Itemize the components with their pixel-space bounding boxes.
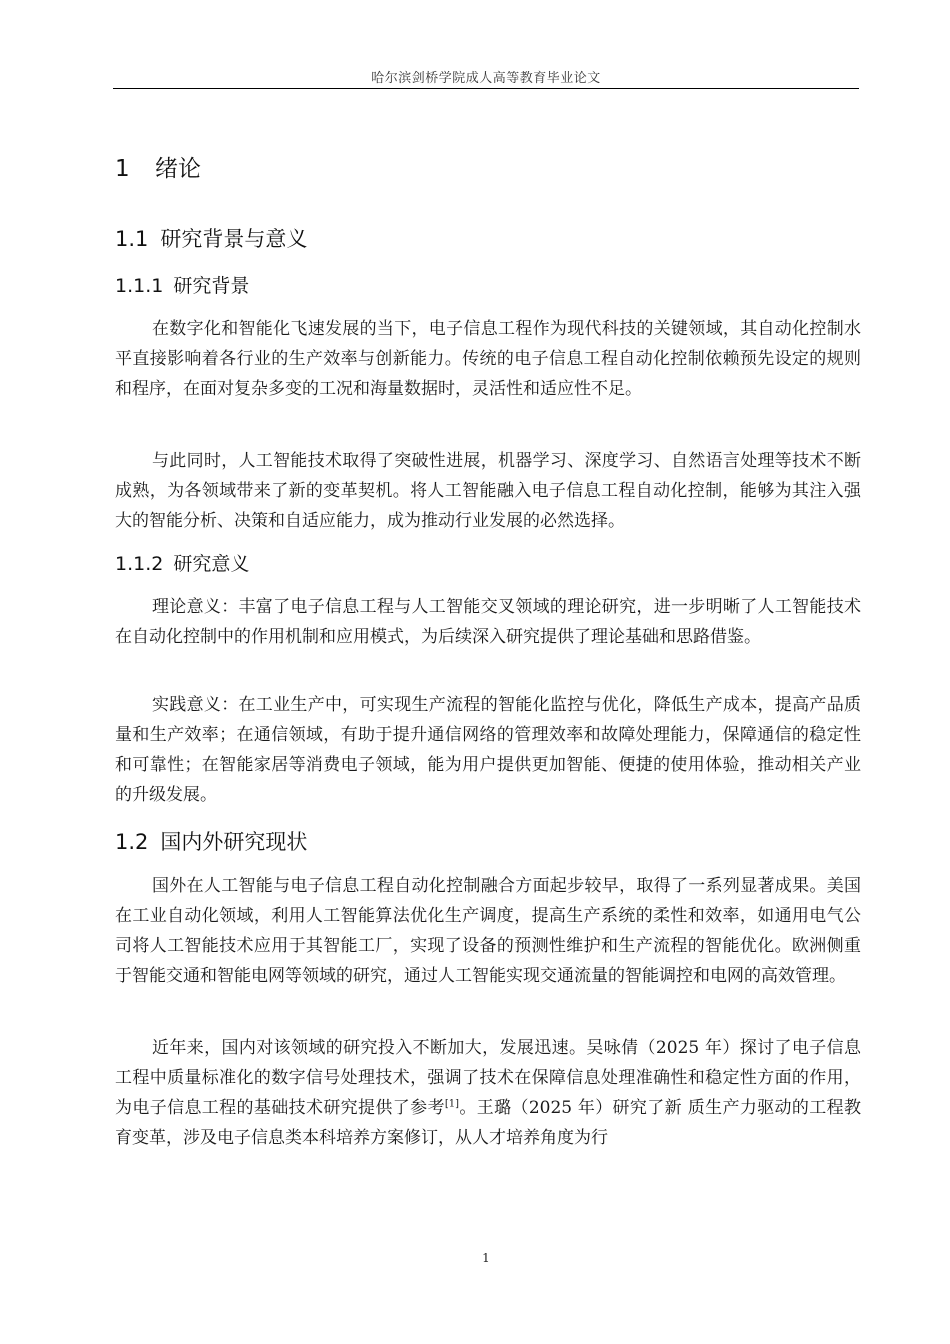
paragraph-significance-theory: 理论意义：丰富了电子信息工程与人工智能交叉领域的理论研究，进一步明晰了人工智能技术在自动化控制中的作用机制和应用模式，为后续深入研究提供了理论基础和思路借鉴。 (115, 597, 861, 647)
section-heading-1-1 (115, 223, 307, 253)
paragraph-background-2: 与此同时，人工智能技术取得了突破性进展，机器学习、深度学习、自然语言处理等技术不断成熟，为各领域带来了新的变革契机。将人工智能融入电子信息工程自动化控制，能够为其注入强大的智能分析、决策和自适应能力，成为推动行业发展的必然选择。 (115, 451, 861, 531)
paragraph-research-status-abroad: 国外在人工智能与电子信息工程自动化控制融合方面起步较早，取得了一系列显著成果。美国在工业自动化领域，利用人工智能算法优化生产调度，提高生产系统的柔性和效率，如通用电气公司将人工智能技术应用于其智能工厂，实现了设备的预测性维护和生产流程的智能优化。欧洲侧重于智能交通和智能电网等领域的研究，通过人工智能实现交通流量的智能调控和电网的高效管理。 (115, 876, 861, 986)
page-number: 1 (482, 1251, 490, 1265)
subsection-number: 1.1.2 (115, 553, 164, 575)
section-number: 1.1 (115, 227, 149, 251)
paragraph-research-status-domestic (115, 1033, 861, 1153)
paragraph-text: 。王璐（2025 年）研究了新 质生产力驱动的工程教育变革，涉及电子信息类本科培养方案修订，从人才培养角度为行 (115, 1098, 862, 1148)
subsection-title: 研究意义 (173, 553, 250, 575)
citation-1[interactable]: [1] (444, 1098, 460, 1110)
section-title: 国内外研究现状 (160, 830, 308, 854)
section-number: 1.2 (115, 830, 149, 854)
section-heading-1-2 (115, 826, 307, 856)
subsection-heading-1-1-2 (115, 549, 249, 576)
chapter-title: 绪论 (155, 156, 201, 182)
subsection-title: 研究背景 (173, 275, 250, 297)
subsection-number: 1.1.1 (115, 275, 164, 297)
chapter-heading (115, 150, 201, 183)
paragraph-significance-practice: 实践意义：在工业生产中，可实现生产流程的智能化监控与优化，降低生产成本，提高产品质量和生产效率；在通信领域，有助于提升通信网络的管理效率和故障处理能力，保障通信的稳定性和可靠性；在智能家居等消费电子领域，能为用户提供更加智能、便捷的使用体验，推动相关产业的升级发展。 (115, 695, 861, 805)
header-rule (113, 88, 859, 89)
section-title: 研究背景与意义 (160, 227, 308, 251)
paragraph-text: 近年来，国内对该领域的研究投入不断加大，发展迅速。吴咏倩（2025 年）探讨了电子信息工程中质量标准化的数字信号处理技术，强调了技术在保障信息处理准确性和稳定性方面的作用，为电子信息工程的基础技术研究提供了参考 (115, 1038, 861, 1118)
paragraph-background-1: 在数字化和智能化飞速发展的当下，电子信息工程作为现代科技的关键领域，其自动化控制水平直接影响着各行业的生产效率与创新能力。传统的电子信息工程自动化控制依赖预先设定的规则和程序，在面对复杂多变的工况和海量数据时，灵活性和适应性不足。 (115, 319, 861, 399)
chapter-number: 1 (115, 156, 130, 182)
subsection-heading-1-1-1 (115, 271, 249, 298)
running-header: 哈尔滨剑桥学院成人高等教育毕业论文 (371, 71, 601, 86)
